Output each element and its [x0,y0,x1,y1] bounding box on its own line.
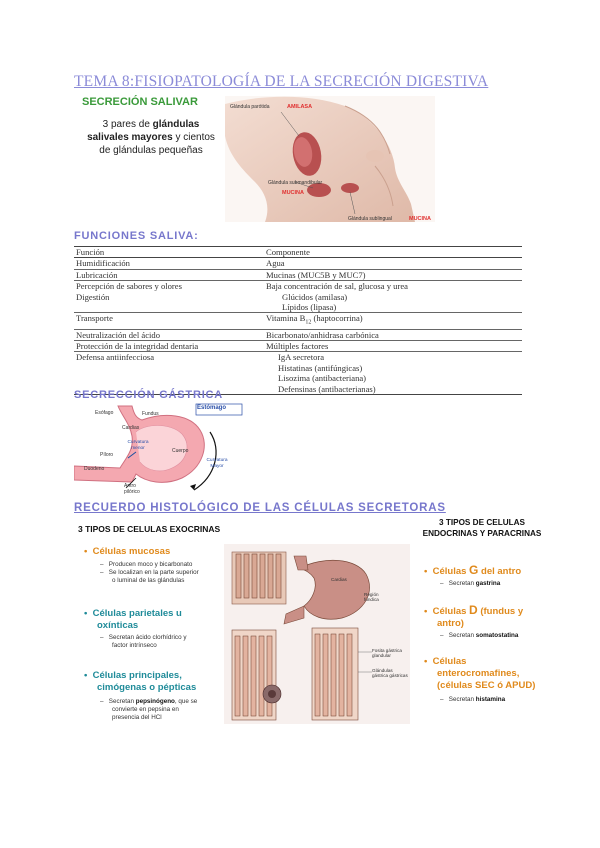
label-curvatura-mayor: Curvatura Mayor [206,458,228,469]
page-title: TEMA 8:FISIOPATOLOGÍA DE LA SECRECIÓN DIGESTIVA [74,73,489,90]
table-row [74,269,522,280]
exo-mucosas: • Células mucosas [84,546,171,557]
table-row [74,281,522,313]
label-curvatura-menor: Curvatura menor [127,440,149,451]
endo-g-detail: – Secretan gastrina [440,580,501,587]
label-esofago: Esófago [95,410,114,416]
table-row [74,340,522,351]
cell-componente: Mucinas (MUC5B y MUC7) [264,269,522,280]
histologico-heading: RECUERDO HISTOLÓGICO DE LAS CÉLULAS SECRETORAS [74,502,446,514]
diagram-label-glandulas: Glándulas gástrica gástricas [372,668,408,678]
cell-funcion: Humidificación [74,258,264,269]
endo-d-detail: – Secretan somatostatina [440,632,519,639]
cell-componente: IgA secretora Histatinas (antifúngicas) Lisozima (antibacteriana) Defensinas (antibacterianas) [264,352,522,395]
diagram-label-fosita: Fosita gástrica glandular [372,648,402,658]
cell-funcion: Lubricación [74,269,264,280]
endo-sec-detail: – Secretan histamina [440,696,506,703]
label-piloro: Píloro [100,452,114,458]
funciones-heading: FUNCIONES SALIVA: [74,230,199,242]
label-amilasa: AMILASA [287,104,313,110]
label-fundus: Fundus [142,411,159,417]
label-parotida: Glándula parótida [230,104,270,110]
cell-funcion: Transporte [74,313,264,329]
gastrica-heading: SECRECCIÓN GÁSTRICA [74,389,224,401]
cell-funcion: Protección de la integridad dentaria [74,340,264,351]
gastric-histology-illustration [224,544,410,724]
cell-componente: Agua [264,258,522,269]
label-sublingual: Glándula sublingual [348,216,392,222]
table-row [74,258,522,269]
endo-d: • Células D (fundus y antro) [424,603,524,629]
cell-componente: Bicarbonato/anhidrasa carbónica [264,329,522,340]
label-cuerpo: Cuerpo [172,448,189,454]
exo-principales-details: – Secretan pepsinógeno, que se convierte en pepsina en presencia del HCl [100,698,198,721]
table-row [74,313,522,329]
endo-g: • Células G del antro [424,563,522,577]
salivary-glands-illustration [225,96,435,222]
cell-funcion: Percepción de sabores y olores Digestión [74,281,264,313]
salivar-description: 3 pares de glándulas salivales mayores y cientos de glándulas pequeñas [87,119,215,156]
label-antro: Antro pilórico [124,483,140,495]
table-header-row [74,247,522,258]
cell-componente: Vitamina $B_{12}$ (haptocorrina) [264,313,522,329]
diagram-label-cardias: Cardias [331,577,347,582]
label-submandibular: Glándula submandibular [268,180,323,186]
cell-componente: Baja concentración de sal, glucosa y urea Glúcidos (amilasa) Lípidos (lipasa) [264,281,522,313]
header-componente: Componente [264,247,522,258]
exo-mucosas-details: – Producen moco y bicarbonato – Se localizan en la parte superior o luminal de las glándulas [100,561,199,584]
salivar-heading: SECRECIÓN SALIVAR [82,96,198,108]
label-cardias: Cardias [122,425,140,431]
endo-heading: 3 TIPOS DE CELULAS ENDOCRINAS Y PARACRINAS [422,518,542,538]
exo-heading: 3 TIPOS DE CELULAS EXOCRINAS [78,524,221,534]
header-funcion: Función [74,247,264,258]
funciones-table [74,246,522,395]
stomach-illustration [74,402,264,498]
exo-principales: • Células principales, cimógenas o pépticas [84,670,197,693]
cell-funcion: Defensa antiinfecciosa [74,352,264,395]
label-mucina-1: MUCINA [282,190,304,196]
table-row [74,329,522,340]
label-estomago: Estómago [197,405,227,411]
endo-sec: • Células enterocromafines, (células SEC ó APUD) [424,656,536,691]
exo-parietales-details: – Secretan ácido clorhídrico y factor intrínseco [100,634,187,649]
label-duodeno: Duodeno [84,466,105,472]
exo-parietales: • Células parietales u oxínticas [84,608,182,631]
diagram-label-region-fundica: Región fúndica [364,592,379,602]
cell-componente: Múltiples factores [264,340,522,351]
label-mucina-2: MUCINA [409,216,431,222]
cell-funcion: Neutralización del ácido [74,329,264,340]
